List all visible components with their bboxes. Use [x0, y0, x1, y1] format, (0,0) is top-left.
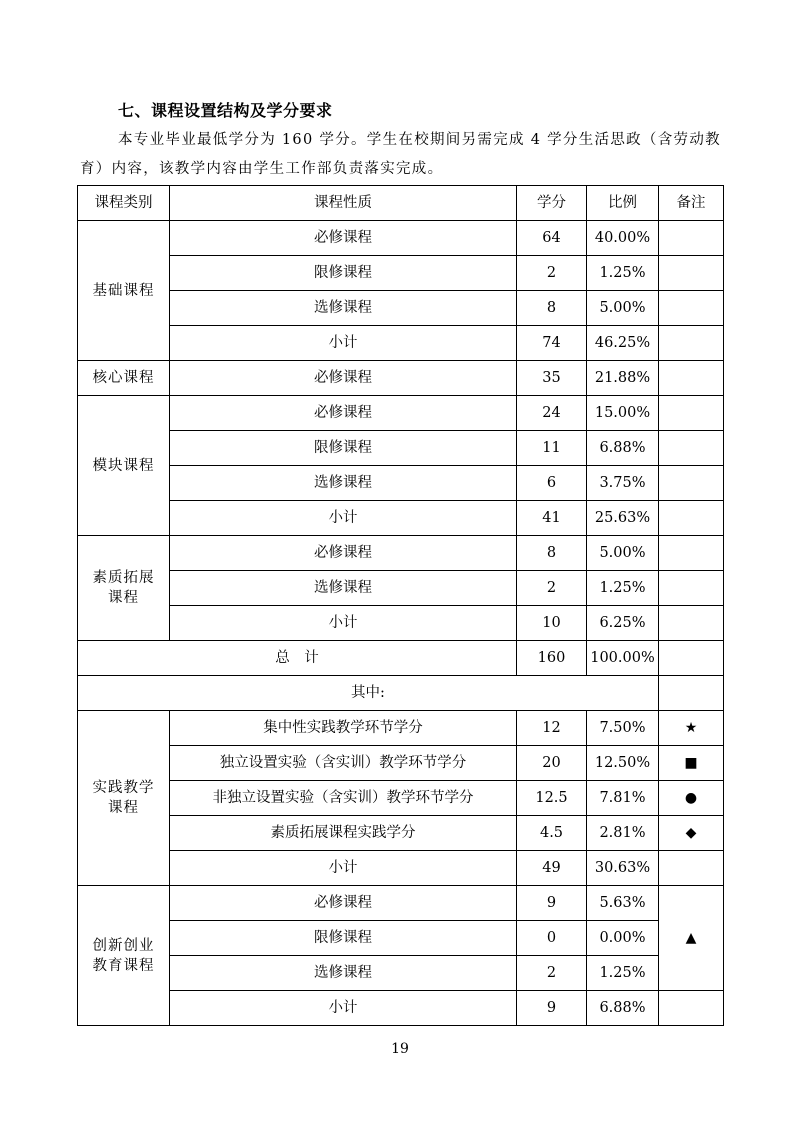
note-cell: [659, 291, 724, 326]
category-line: 创新创业: [92, 937, 155, 954]
note-cell: [659, 676, 724, 711]
nature-cell: 必修课程: [170, 396, 517, 431]
square-icon: ■: [659, 746, 724, 781]
ratio-cell: 6.88%: [587, 991, 659, 1026]
ratio-cell: 30.63%: [587, 851, 659, 886]
table-row: [78, 991, 724, 1026]
credits-cell: 2: [517, 256, 587, 291]
table-row: [78, 536, 724, 571]
nature-cell: 集中性实践教学环节学分: [170, 711, 517, 746]
ratio-cell: 1.25%: [587, 571, 659, 606]
category-quality: [78, 536, 170, 641]
nature-cell: 必修课程: [170, 221, 517, 256]
category-basic: 基础课程: [78, 221, 170, 361]
table-row: [78, 501, 724, 536]
nature-cell: 选修课程: [170, 291, 517, 326]
credits-cell: 49: [517, 851, 587, 886]
credits-cell: 12.5: [517, 781, 587, 816]
page-number: 19: [391, 1041, 409, 1057]
nature-cell: 限修课程: [170, 431, 517, 466]
category-core: 核心课程: [78, 361, 170, 396]
header-nature: 课程性质: [170, 186, 517, 221]
credits-cell: 4.5: [517, 816, 587, 851]
note-cell: [659, 326, 724, 361]
credits-cell: 9: [517, 991, 587, 1026]
credits-cell: 64: [517, 221, 587, 256]
category-innovation: [78, 886, 170, 1026]
nature-cell: 选修课程: [170, 956, 517, 991]
header-note: 备注: [659, 186, 724, 221]
table-row: [78, 606, 724, 641]
table-header-row: [78, 186, 724, 221]
credits-cell: 12: [517, 711, 587, 746]
credits-cell: 0: [517, 921, 587, 956]
credits-cell: 74: [517, 326, 587, 361]
nature-cell: 独立设置实验（含实训）教学环节学分: [170, 746, 517, 781]
note-cell: [659, 431, 724, 466]
credits-cell: 11: [517, 431, 587, 466]
note-cell: [659, 536, 724, 571]
table-row: [78, 326, 724, 361]
star-icon: ★: [659, 711, 724, 746]
table-row: [78, 781, 724, 816]
credits-cell: 20: [517, 746, 587, 781]
table-row: [78, 816, 724, 851]
note-cell: [659, 991, 724, 1026]
ratio-cell: 40.00%: [587, 221, 659, 256]
intro-paragraph: 本专业毕业最低学分为 160 学分。学生在校期间另需完成 4 学分生活思政（含劳动教育）内容，该教学内容由学生工作部负责落实完成。: [80, 132, 721, 177]
ratio-cell: 6.88%: [587, 431, 659, 466]
table-row: [78, 396, 724, 431]
credits-cell: 8: [517, 536, 587, 571]
table-row: [78, 221, 724, 256]
header-category: 课程类别: [78, 186, 170, 221]
credits-cell: 24: [517, 396, 587, 431]
circle-icon: ●: [659, 781, 724, 816]
nature-cell: 选修课程: [170, 571, 517, 606]
total-ratio: 100.00%: [587, 641, 659, 676]
table-row: [78, 746, 724, 781]
note-cell: [659, 466, 724, 501]
category-practice: [78, 711, 170, 886]
ratio-cell: 7.50%: [587, 711, 659, 746]
ratio-cell: 15.00%: [587, 396, 659, 431]
note-cell: [659, 361, 724, 396]
category-module: 模块课程: [78, 396, 170, 536]
ratio-cell: 2.81%: [587, 816, 659, 851]
category-line: 实践教学: [92, 780, 155, 796]
ratio-cell: 6.25%: [587, 606, 659, 641]
note-cell: [659, 606, 724, 641]
ratio-cell: 25.63%: [587, 501, 659, 536]
nature-cell: 必修课程: [170, 536, 517, 571]
ratio-cell: 5.00%: [587, 536, 659, 571]
note-cell: [659, 641, 724, 676]
table-row: [78, 886, 724, 921]
table-row: [78, 711, 724, 746]
credits-cell: 2: [517, 956, 587, 991]
among-label: 其中:: [78, 676, 659, 711]
credits-cell: 10: [517, 606, 587, 641]
total-credits: 160: [517, 641, 587, 676]
nature-cell: 小计: [170, 326, 517, 361]
nature-cell: 素质拓展课程实践学分: [170, 816, 517, 851]
nature-cell: 非独立设置实验（含实训）教学环节学分: [170, 781, 517, 816]
category-line: 课程: [108, 800, 139, 816]
total-label: 总 计: [78, 641, 517, 676]
ratio-cell: 46.25%: [587, 326, 659, 361]
credits-cell: 35: [517, 361, 587, 396]
table-row: [78, 291, 724, 326]
section-heading: 七、课程设置结构及学分要求: [118, 101, 333, 120]
note-cell: [659, 221, 724, 256]
triangle-icon: ▲: [659, 886, 724, 991]
credits-cell: 41: [517, 501, 587, 536]
nature-cell: 限修课程: [170, 921, 517, 956]
note-cell: [659, 571, 724, 606]
credits-cell: 2: [517, 571, 587, 606]
ratio-cell: 1.25%: [587, 256, 659, 291]
table-row: [78, 361, 724, 396]
nature-cell: 选修课程: [170, 466, 517, 501]
category-line: 教育课程: [92, 957, 155, 974]
note-cell: [659, 501, 724, 536]
note-cell: [659, 256, 724, 291]
table-row: [78, 571, 724, 606]
category-line: 素质拓展: [92, 570, 155, 586]
header-ratio: 比例: [587, 186, 659, 221]
credit-structure-table: [77, 185, 724, 1026]
nature-cell: 必修课程: [170, 361, 517, 396]
note-cell: [659, 396, 724, 431]
ratio-cell: 1.25%: [587, 956, 659, 991]
credits-cell: 6: [517, 466, 587, 501]
credits-cell: 8: [517, 291, 587, 326]
ratio-cell: 3.75%: [587, 466, 659, 501]
table-row: [78, 921, 724, 956]
ratio-cell: 21.88%: [587, 361, 659, 396]
nature-cell: 小计: [170, 501, 517, 536]
diamond-icon: ◆: [659, 816, 724, 851]
ratio-cell: 0.00%: [587, 921, 659, 956]
nature-cell: 限修课程: [170, 256, 517, 291]
nature-cell: 小计: [170, 991, 517, 1026]
header-credits: 学分: [517, 186, 587, 221]
category-line: 课程: [108, 590, 139, 606]
ratio-cell: 12.50%: [587, 746, 659, 781]
table-row: [78, 956, 724, 991]
ratio-cell: 5.63%: [587, 886, 659, 921]
among-row: [78, 676, 724, 711]
table-row: [78, 851, 724, 886]
table-row: [78, 256, 724, 291]
nature-cell: 小计: [170, 851, 517, 886]
nature-cell: 必修课程: [170, 886, 517, 921]
credits-cell: 9: [517, 886, 587, 921]
ratio-cell: 7.81%: [587, 781, 659, 816]
note-cell: [659, 851, 724, 886]
table-row: [78, 431, 724, 466]
total-row: [78, 641, 724, 676]
ratio-cell: 5.00%: [587, 291, 659, 326]
table-row: [78, 466, 724, 501]
nature-cell: 小计: [170, 606, 517, 641]
